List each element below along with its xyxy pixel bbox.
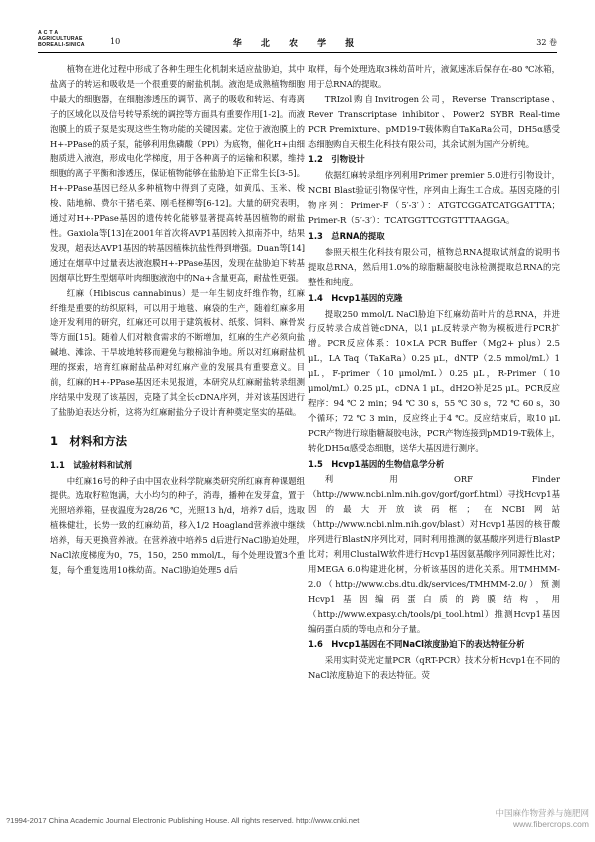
logo-line: BOREALI-SINICA (38, 42, 85, 48)
logo-line: AGRICULTURAE (38, 36, 83, 42)
watermark (495, 808, 589, 830)
subsection-heading: 1.3 总RNA的提取 (308, 230, 385, 241)
page-header (38, 30, 557, 53)
paragraph: 提取250 mmol/L NaCl胁迫下红麻幼苗叶片的总RNA，并进行反转录合成首链cDNA，以1 μL反转录产物为模板进行PCR扩增。PCR反应体系：10×LA PCR Buffer（Mg2+ plus）2.5 μL，LA Taq（TaKaRa）0.25 μL，dNTP（2.5 mmol/mL）1 μL，F-primer（10 μmol/mL）0.25 μL，R-Primer（10 μmol/mL）0.25 μL，cDNA 1 μL，dH2O补足25 μL。PCR反应程序：94 ℃ 2 min；94 ℃ 30 s，55 ℃ 30 s，72 ℃ 60 s，30个循环；72 ℃ 3 min，反应终止于4 ℃。反应结束后，取10 μL PCR产物进行琼脂糖凝胶电泳，PCR产物连接到pMD19-T载体上，转化DH5α感受态细胞，送华大基因进行测序。 (308, 308, 560, 453)
paragraph: 中红麻16号的种子由中国农业科学院麻类研究所红麻育种课题组提供。选取籽粒饱满，大小均匀的种子，消毒，播种在发芽盒，置于光照培养箱，昼夜温度为28/26 ℃，光照13 h/d，培养7 d后，选取植株健壮，长势一致的红麻幼苗，移入1/2 Hoagland营养液中继续培养，每天更换营养液。在营养液中培养5 d后进行NaCl胁迫处理，NaCl浓度梯度为0，75，150，250 mmol/L，每个处理设置3个重复，每个重复选用10株幼苗。NaCl胁迫处理5 d后 (50, 475, 305, 575)
subsection-heading: 1.2 引物设计 (308, 154, 365, 165)
volume-label: 32 卷 (536, 38, 557, 47)
right-column (308, 62, 560, 683)
watermark-line: www.fibercrops.com (512, 819, 589, 829)
left-column (50, 62, 305, 578)
paragraph: 植物在进化过程中形成了各种生理生化机制来适应盐胁迫，其中盐离子的转运和吸收是一个很重要的耐盐机制。液泡是成熟植物细胞中最大的细胞器，在细胞渗透压的调节、离子的吸收和转运、有毒离子的区域化以及信号转导系统的调控等方面具有重要作用[1-2]。而液泡膜上的质子泵是实现这些生物功能的关键因素。定位于液泡膜上的H+-PPase的质子泵，能够利用焦磷酸（PPi）为底物，催化H+由细胞质进入液泡，形成电化学梯度，用于各种离子的运输和积累，维持细胞的离子平衡和渗透压，保证植物能够在盐胁迫下正常生长[3-5]。H+-PPase基因已经从多种植物中得到了克隆，如黄瓜、玉米、梭梭、陆地棉、费尔干猪毛菜、刚毛柽柳等[6-12]。大量的研究表明，通过对H+-PPase基因的遗传转化能够显著提高转基因植物的耐盐性。Gaxiola等[13]在2001年首次将AVP1基因转入拟南芥中，结果发现，超表达AVP1基因的转基因植株抗盐性得到增强。Duan等[14]通过在烟草中过量表达液泡膜H+-PPase基因，发现在盐胁迫下转基因烟草比野生型烟草叶肉细胞液泡中的Na+含量更高，耐盐性更强。 (50, 64, 305, 283)
subsection-heading: 1.5 Hcvp1基因的生物信息学分析 (308, 458, 445, 469)
watermark-line: 中国麻作物营养与施肥网 (495, 808, 589, 818)
paragraph: TRIzol购自Invitrogen公司，Reverse Transcriptase、Rever Transcriptase inhibitor、Power2 SYBR Real-time PCR Premixture、pMD19-T载体购自TaKaRa公司，DH5α感受态细胞购自天根生化科技有限公司，其余试剂为国产分析纯。 (308, 93, 560, 149)
paragraph: 红麻（Hibiscus cannabinus）是一年生韧皮纤维作物，红麻纤维是重要的纺织原料，可以用于地毯、麻袋的生产，随着红麻多用途开发利用的研究，红麻还可以用于建筑板材、纸浆、饲料、麻骨炭等方面[15]。随着人们对粮食需求的不断增加，红麻的生产必须向盐碱地、滩涂、干旱坡地转移而避免与粮棉油争地。所以对红麻耐盐机理的探索，培育红麻耐盐品种对红麻产业的发展具有重要意义。目前，红麻的H+-PPase基因还未见报道，本研究从红麻耐盐转录组测序结果中发现了该基因，克隆了其全长cDNA序列，并对该基因进行了盐胁迫表达分析，这将为红麻耐盐分子设计育种奠定坚实的基础。 (50, 287, 305, 417)
journal-title: 华 北 农 学 报 (232, 39, 363, 49)
paragraph: 采用实时荧光定量PCR（qRT-PCR）技术分析Hcvp1在不同的NaCl浓度胁迫下的表达特征。荧 (308, 655, 560, 681)
logo-line: A C T A (38, 30, 59, 36)
subsection-heading: 1.4 Hcvp1基因的克隆 (308, 292, 403, 303)
subsection-heading: 1.1 试验材料和试剂 (50, 459, 132, 470)
section-heading: 1 材料和方法 (50, 433, 128, 448)
paragraph: 依据红麻转录组序列利用Primer premier 5.0进行引物设计，NCBI Blast验证引物保守性，序列由上海生工合成。基因克隆的引物序列：Primer-F（5′-3′）：ATGTCGGATCATGGATTTA；Primer-R（5′-3′）：TCATGGTTCGTGTTTAAGGA。 (308, 170, 560, 226)
page-number: 10 (110, 37, 121, 46)
paragraph: 利用ORF Finder（http://www.ncbi.nlm.nih.gov/gorf/gorf.html）寻找Hcvp1基因的最大开放读码框；在NCBI网站（http://www.ncbi.nlm.nih.gov/blast）对Hcvp1基因的核苷酸序列进行BlastN序列比对，同时利用推测的氨基酸序列进行BlastP比对；利用ClustalW软件进行Hcvp1基因氨基酸序列同源性比对；用MEGA 6.0构建进化树，分析该基因的进化关系。用TMHMM-2.0（http://www.cbs.dtu.dk/services/TMHMM-2.0/）预测Hcvp1基因编码蛋白质的跨膜结构，用（http://www.expasy.ch/tools/pi_tool.html）推测Hcvp1基因编码蛋白质的等电点和分子量。 (308, 474, 560, 634)
subsection-heading: 1.6 Hvcp1基因在不同NaCl浓度胁迫下的表达特征分析 (308, 639, 525, 650)
paragraph: 取样，每个处理选取3株幼苗叶片，液氮速冻后保存在-80 ℃冰箱，用于总RNA的提取。 (308, 64, 560, 89)
paragraph: 参照天根生化科技有限公司，植物总RNA提取试剂盒的说明书提取总RNA，然后用1.0%的琼脂糖凝胶电泳检测提取总RNA的完整性和纯度。 (308, 246, 560, 287)
copyright-line: ?1994-2017 China Academic Journal Electronic Publishing House. All rights reserved. http://www.cnki.net (6, 816, 360, 825)
